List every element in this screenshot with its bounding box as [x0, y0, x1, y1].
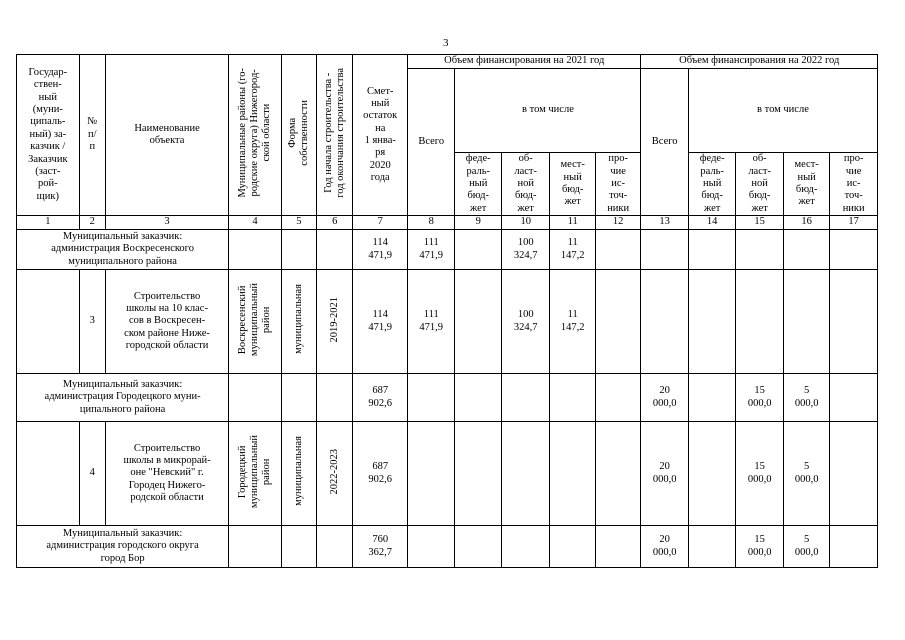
cell-other-2022 [830, 230, 878, 270]
column-numbers-row [17, 216, 878, 230]
column-number: 1 [17, 216, 80, 230]
cell [317, 230, 353, 270]
cell-other-2022 [830, 374, 878, 422]
cell-local-2022 [783, 230, 829, 270]
header-federal-2021: феде- раль- ный бюд- жет [455, 153, 501, 216]
cell-local-2022: 5 000,0 [783, 422, 829, 526]
cell-balance: 687 902,6 [353, 374, 408, 422]
column-number: 12 [595, 216, 641, 230]
column-number: 4 [229, 216, 282, 230]
column-number: 10 [501, 216, 550, 230]
cell-local-2021: 11 147,2 [550, 230, 595, 270]
cell-regional-2022 [736, 230, 783, 270]
cell-federal-2022 [688, 230, 735, 270]
cell-regional-2021 [501, 422, 550, 526]
header-other-2021: про- чие ис- точ- ники [595, 153, 641, 216]
cell-total-2022: 20 000,0 [641, 422, 688, 526]
cell-balance: 687 902,6 [353, 422, 408, 526]
header-years: Год начала строительства - год окончания строительства [317, 55, 353, 216]
header-fin-2022: Объем финансирования на 2022 год [641, 55, 878, 69]
cell [281, 374, 316, 422]
customer-group-label: Муниципальный заказчик: администрация Воскресенского муниципального района [17, 230, 229, 270]
cell-total-2022: 20 000,0 [641, 374, 688, 422]
cell [17, 422, 80, 526]
cell [281, 526, 316, 568]
cell-federal-2022 [688, 374, 735, 422]
cell-regional-2022: 15 000,0 [736, 526, 783, 568]
cell-local-2021 [550, 526, 595, 568]
cell-total-2021: 111 471,9 [408, 230, 455, 270]
cell-regional-2021: 100 324,7 [501, 270, 550, 374]
cell-total-2022: 20 000,0 [641, 526, 688, 568]
page-number: 3 [443, 37, 449, 49]
cell-other-2021 [595, 422, 641, 526]
cell [17, 270, 80, 374]
customer-group-row [17, 526, 878, 568]
cell [229, 374, 282, 422]
cell-balance: 114 471,9 [353, 270, 408, 374]
cell-other-2021 [595, 374, 641, 422]
object-number: 3 [79, 270, 105, 374]
column-number: 6 [317, 216, 353, 230]
cell-federal-2022 [688, 422, 735, 526]
cell [281, 230, 316, 270]
header-local-2022: мест- ный бюд- жет [783, 153, 829, 216]
cell-regional-2021 [501, 526, 550, 568]
cell-total-2022 [641, 270, 688, 374]
cell [229, 230, 282, 270]
header-fin-2021: Объем финансирования на 2021 год [408, 55, 641, 69]
object-years: 2019-2021 [317, 270, 353, 374]
cell-other-2021 [595, 270, 641, 374]
column-number: 13 [641, 216, 688, 230]
cell-regional-2021 [501, 374, 550, 422]
cell [317, 374, 353, 422]
cell-other-2022 [830, 422, 878, 526]
cell-total-2021: 111 471,9 [408, 270, 455, 374]
header-incl-2022: в том числе [688, 69, 877, 153]
header-object-name: Наименование объекта [105, 55, 228, 216]
cell-regional-2022: 15 000,0 [736, 422, 783, 526]
cell-regional-2022: 15 000,0 [736, 374, 783, 422]
cell-total-2021 [408, 374, 455, 422]
column-number: 9 [455, 216, 501, 230]
object-row [17, 270, 878, 374]
cell-local-2022: 5 000,0 [783, 526, 829, 568]
object-name: Строительство школы в микрорай- оне "Невский" г. Городец Нижего- родской области [105, 422, 228, 526]
header-regional-2022: об- ласт- ной бюд- жет [736, 153, 783, 216]
column-number: 16 [783, 216, 829, 230]
column-number: 5 [281, 216, 316, 230]
cell-other-2021 [595, 526, 641, 568]
cell-local-2022: 5 000,0 [783, 374, 829, 422]
object-district: Воскресенский муниципальный район [229, 270, 282, 374]
header-regional-2021: об- ласт- ной бюд- жет [501, 153, 550, 216]
customer-group-label: Муниципальный заказчик: администрация Городецкого муни- ципального района [17, 374, 229, 422]
header-incl-2021: в том числе [455, 69, 641, 153]
cell-total-2022 [641, 230, 688, 270]
cell-other-2022 [830, 526, 878, 568]
cell-other-2021 [595, 230, 641, 270]
cell-balance: 760 362,7 [353, 526, 408, 568]
cell-federal-2021 [455, 374, 501, 422]
column-number: 8 [408, 216, 455, 230]
cell-local-2021 [550, 422, 595, 526]
investment-table [16, 54, 878, 568]
cell-federal-2021 [455, 270, 501, 374]
object-ownership: муниципальная [281, 270, 316, 374]
cell-federal-2022 [688, 270, 735, 374]
cell-total-2021 [408, 422, 455, 526]
column-number: 2 [79, 216, 105, 230]
column-number: 14 [688, 216, 735, 230]
column-number: 11 [550, 216, 595, 230]
column-number: 7 [353, 216, 408, 230]
header-total-2022: Всего [641, 69, 688, 216]
cell-total-2021 [408, 526, 455, 568]
cell-balance: 114 471,9 [353, 230, 408, 270]
object-years: 2022-2023 [317, 422, 353, 526]
header-other-2022: про- чие ис- точ- ники [830, 153, 878, 216]
header-ownership: Форма собственности [281, 55, 316, 216]
customer-group-label: Муниципальный заказчик: администрация городского округа город Бор [17, 526, 229, 568]
header-customer: Государ- ствен- ный (муни- ципаль- ный) за- казчик / Заказчик (заст- рой- щик) [17, 55, 80, 216]
header-districts: Муниципальные районы (го- родские округа) Нижегород- ской области [229, 55, 282, 216]
header-total-2021: Всего [408, 69, 455, 216]
header-federal-2022: феде- раль- ный бюд- жет [688, 153, 735, 216]
cell-other-2022 [830, 270, 878, 374]
column-number: 15 [736, 216, 783, 230]
cell-regional-2022 [736, 270, 783, 374]
column-number: 3 [105, 216, 228, 230]
cell [229, 526, 282, 568]
cell-regional-2021: 100 324,7 [501, 230, 550, 270]
header-local-2021: мест- ный бюд- жет [550, 153, 595, 216]
customer-group-row [17, 374, 878, 422]
cell-local-2022 [783, 270, 829, 374]
cell-federal-2021 [455, 422, 501, 526]
cell-federal-2021 [455, 526, 501, 568]
object-number: 4 [79, 422, 105, 526]
cell [317, 526, 353, 568]
cell-local-2021 [550, 374, 595, 422]
object-ownership: муниципальная [281, 422, 316, 526]
object-row [17, 422, 878, 526]
column-number: 17 [830, 216, 878, 230]
object-name: Строительство школы на 10 клас- сов в Воскресен- ском районе Ниже- городской области [105, 270, 228, 374]
cell-local-2021: 11 147,2 [550, 270, 595, 374]
cell-federal-2022 [688, 526, 735, 568]
object-district: Городецкий муниципальный район [229, 422, 282, 526]
header-num: № п/ п [79, 55, 105, 216]
customer-group-row [17, 230, 878, 270]
header-balance: Смет- ный остаток на 1 янва- ря 2020 года [353, 55, 408, 216]
cell-federal-2021 [455, 230, 501, 270]
